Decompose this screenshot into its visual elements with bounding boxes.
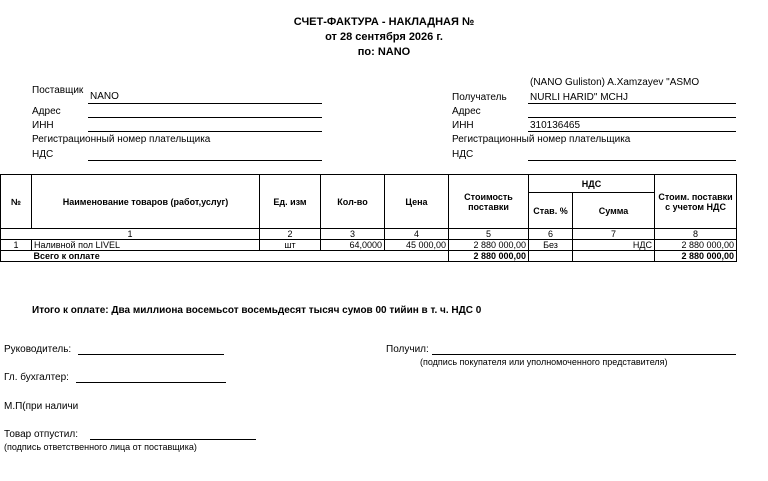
row-total: 2 880 000,00 [655,240,737,251]
total-row-cost: 2 880 000,00 [449,251,529,262]
head-signature-line [78,354,224,355]
supplier-line [88,103,322,104]
document-basis: по: NANO [357,46,411,58]
received-signature-note: (подпись покупателя или уполномоченного представителя) [420,357,668,367]
table-row [1,240,737,251]
supplier-address-label: Адрес [32,106,61,117]
released-signature-line [90,439,256,440]
document-title: СЧЕТ-ФАКТУРА - НАКЛАДНАЯ № [293,16,475,28]
accountant-signature-label: Гл. бухгалтер: [4,372,69,383]
recipient-reg-label: Регистрационный номер плательщика [452,134,631,145]
header-unit: Ед. изм [260,175,321,229]
row-no: 1 [1,240,32,251]
supplier-label: Поставщик [32,85,84,96]
recipient-value-line1: (NANO Guliston) A.Xamzayev "ASMO [530,77,700,88]
recipient-nds-line [528,160,736,161]
row-unit: шт [260,240,321,251]
recipient-value-line2: NURLI HARID" MCHJ [530,92,628,103]
supplier-inn-line [88,131,322,132]
header-nds: НДС [529,175,655,193]
released-signature-note: (подпись ответственного лица от поставщика) [4,442,197,452]
recipient-nds-label: НДС [452,149,474,160]
total-row [1,251,737,262]
col-number-6: 6 [529,229,573,240]
total-in-words: Итого к оплате: Два миллиона восемьсот восемьдесят тысяч сумов 00 тийин в т. ч. НДС 0 [32,305,482,316]
supplier-nds-label: НДС [32,149,54,160]
header-total: Стоим. поставки с учетом НДС [655,175,737,229]
header-price: Цена [385,175,449,229]
supplier-inn-label: ИНН [32,120,54,131]
header-nds-sum: Сумма [573,193,655,229]
row-price: 45 000,00 [385,240,449,251]
recipient-address-line [528,117,736,118]
accountant-signature-line [76,382,226,383]
supplier-value: NANO [90,91,119,102]
header-no: № [1,175,32,229]
recipient-inn-line [528,131,736,132]
header-cost: Стоимость поставки [449,175,529,229]
col-number-2: 2 [260,229,321,240]
received-signature-label: Получил: [386,344,429,355]
recipient-line [528,103,736,104]
row-cost: 2 880 000,00 [449,240,529,251]
recipient-inn-label: ИНН [452,120,474,131]
col-number-8: 8 [655,229,737,240]
header-nds-rate: Став. % [529,193,573,229]
released-signature-label: Товар отпустил: [4,429,78,440]
col-number-1: 1 [1,229,260,240]
row-qty: 64,0000 [321,240,385,251]
col-number-3: 3 [321,229,385,240]
total-row-label: Всего к оплате [32,251,449,262]
header-name: Наименование товаров (работ,услуг) [32,175,260,229]
supplier-address-line [88,117,322,118]
head-signature-label: Руководитель: [4,344,72,355]
items-table [0,174,737,262]
col-number-5: 5 [449,229,529,240]
supplier-nds-line [88,160,322,161]
row-nds-rate: Без [529,240,573,251]
col-number-4: 4 [385,229,449,240]
header-qty: Кол-во [321,175,385,229]
total-row-total: 2 880 000,00 [655,251,737,262]
supplier-reg-label: Регистрационный номер плательщика [32,134,211,145]
document-date: от 28 сентября 2026 г. [325,31,443,43]
row-name: Наливной пол LIVEL [32,240,260,251]
col-number-7: 7 [573,229,655,240]
stamp-label: М.П(при наличи [4,401,79,412]
received-signature-line [432,354,736,355]
row-nds-sum: НДС [573,240,655,251]
recipient-label: Получатель [452,92,507,103]
recipient-address-label: Адрес [452,106,481,117]
recipient-inn-value: 310136465 [530,120,581,131]
